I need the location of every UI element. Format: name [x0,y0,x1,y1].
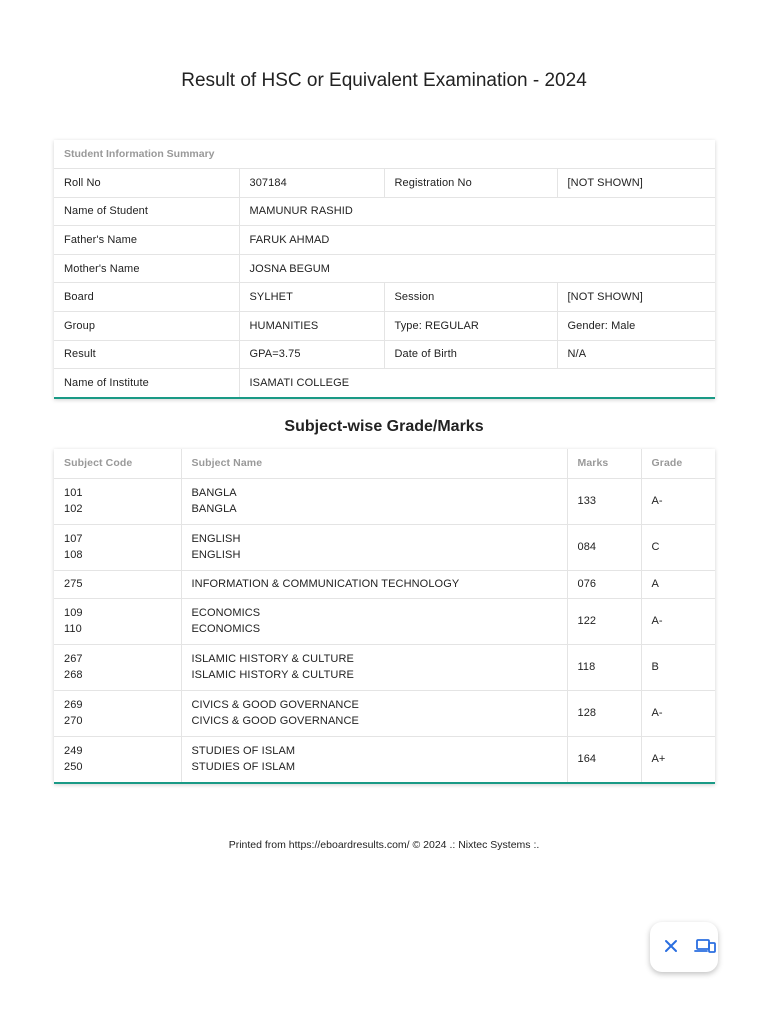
grade-row-studies-of-islam [54,736,715,782]
result-value: GPA=3.75 [239,340,384,369]
page-title: Result of HSC or Equivalent Examination - 2024 [181,70,587,91]
subject-grade: A- [641,598,715,644]
info-row-roll [54,169,715,198]
father-name-value: FARUK AHMAD [239,226,715,255]
subject-code: 249 250 [54,736,181,782]
subject-code: 109 110 [54,598,181,644]
subject-code-header: Subject Code [54,449,181,478]
grade-row-civics [54,690,715,736]
mother-name-value: JOSNA BEGUM [239,254,715,283]
device-icon[interactable] [694,938,716,957]
subject-marks: 122 [567,598,641,644]
subject-marks: 076 [567,570,641,598]
session-value: [NOT SHOWN] [557,283,715,312]
subject-marks: 133 [567,478,641,524]
subject-grade: B [641,644,715,690]
roll-value: 307184 [239,169,384,198]
student-info-caption: Student Information Summary [64,148,215,160]
subject-code: 101 102 [54,478,181,524]
registration-value: [NOT SHOWN] [557,169,715,198]
type-value: Type: REGULAR [384,311,557,340]
subject-name: INFORMATION & COMMUNICATION TECHNOLOGY [181,570,567,598]
grade-row-bangla [54,478,715,524]
registration-label: Registration No [384,169,557,198]
info-row-result [54,340,715,369]
grade-row-islamic-history [54,644,715,690]
close-icon[interactable] [664,938,678,956]
info-row-father [54,226,715,255]
gender-value: Gender: Male [557,311,715,340]
subject-grade: A+ [641,736,715,782]
board-label: Board [54,283,239,312]
subject-code: 107 108 [54,524,181,570]
marks-header: Marks [567,449,641,478]
session-label: Session [384,283,557,312]
roll-label: Roll No [54,169,239,198]
subject-grade: C [641,524,715,570]
subject-name: CIVICS & GOOD GOVERNANCE CIVICS & GOOD GOVERNANCE [181,690,567,736]
subject-name: STUDIES OF ISLAM STUDIES OF ISLAM [181,736,567,782]
board-value: SYLHET [239,283,384,312]
grades-section-title: Subject-wise Grade/Marks [284,418,484,435]
subject-marks: 084 [567,524,641,570]
student-name-value: MAMUNUR RASHID [239,197,715,226]
subject-name-header: Subject Name [181,449,567,478]
subject-code: 275 [54,570,181,598]
father-name-label: Father's Name [54,226,239,255]
subject-code: 269 270 [54,690,181,736]
subject-marks: 118 [567,644,641,690]
subject-grade: A- [641,690,715,736]
subject-grade: A- [641,478,715,524]
student-name-label: Name of Student [54,197,239,226]
info-row-name [54,197,715,226]
subject-code: 267 268 [54,644,181,690]
mother-name-label: Mother's Name [54,254,239,283]
info-row-institute [54,369,715,398]
dob-label: Date of Birth [384,340,557,369]
subject-name: ENGLISH ENGLISH [181,524,567,570]
grades-header-row [54,449,715,478]
grades-table [54,449,715,784]
student-info-table [54,140,715,399]
info-row-mother [54,254,715,283]
grade-header: Grade [651,457,683,470]
grade-row-english [54,524,715,570]
subject-name: ECONOMICS ECONOMICS [181,598,567,644]
institute-value: ISAMATI COLLEGE [239,369,715,398]
subject-name: BANGLA BANGLA [181,478,567,524]
floating-action-panel [650,922,718,972]
info-row-group [54,311,715,340]
dob-value: N/A [557,340,715,369]
institute-label: Name of Institute [54,369,239,398]
result-label: Result [54,340,239,369]
subject-marks: 128 [567,690,641,736]
grade-row-economics [54,598,715,644]
subject-grade: A [641,570,715,598]
footer-text: Printed from https://eboardresults.com/ © 2024 .: Nixtec Systems :. [228,839,540,851]
subject-marks: 164 [567,736,641,782]
grade-row-ict [54,570,715,598]
subject-name: ISLAMIC HISTORY & CULTURE ISLAMIC HISTORY & CULTURE [181,644,567,690]
group-value: HUMANITIES [239,311,384,340]
info-row-board [54,283,715,312]
group-label: Group [54,311,239,340]
